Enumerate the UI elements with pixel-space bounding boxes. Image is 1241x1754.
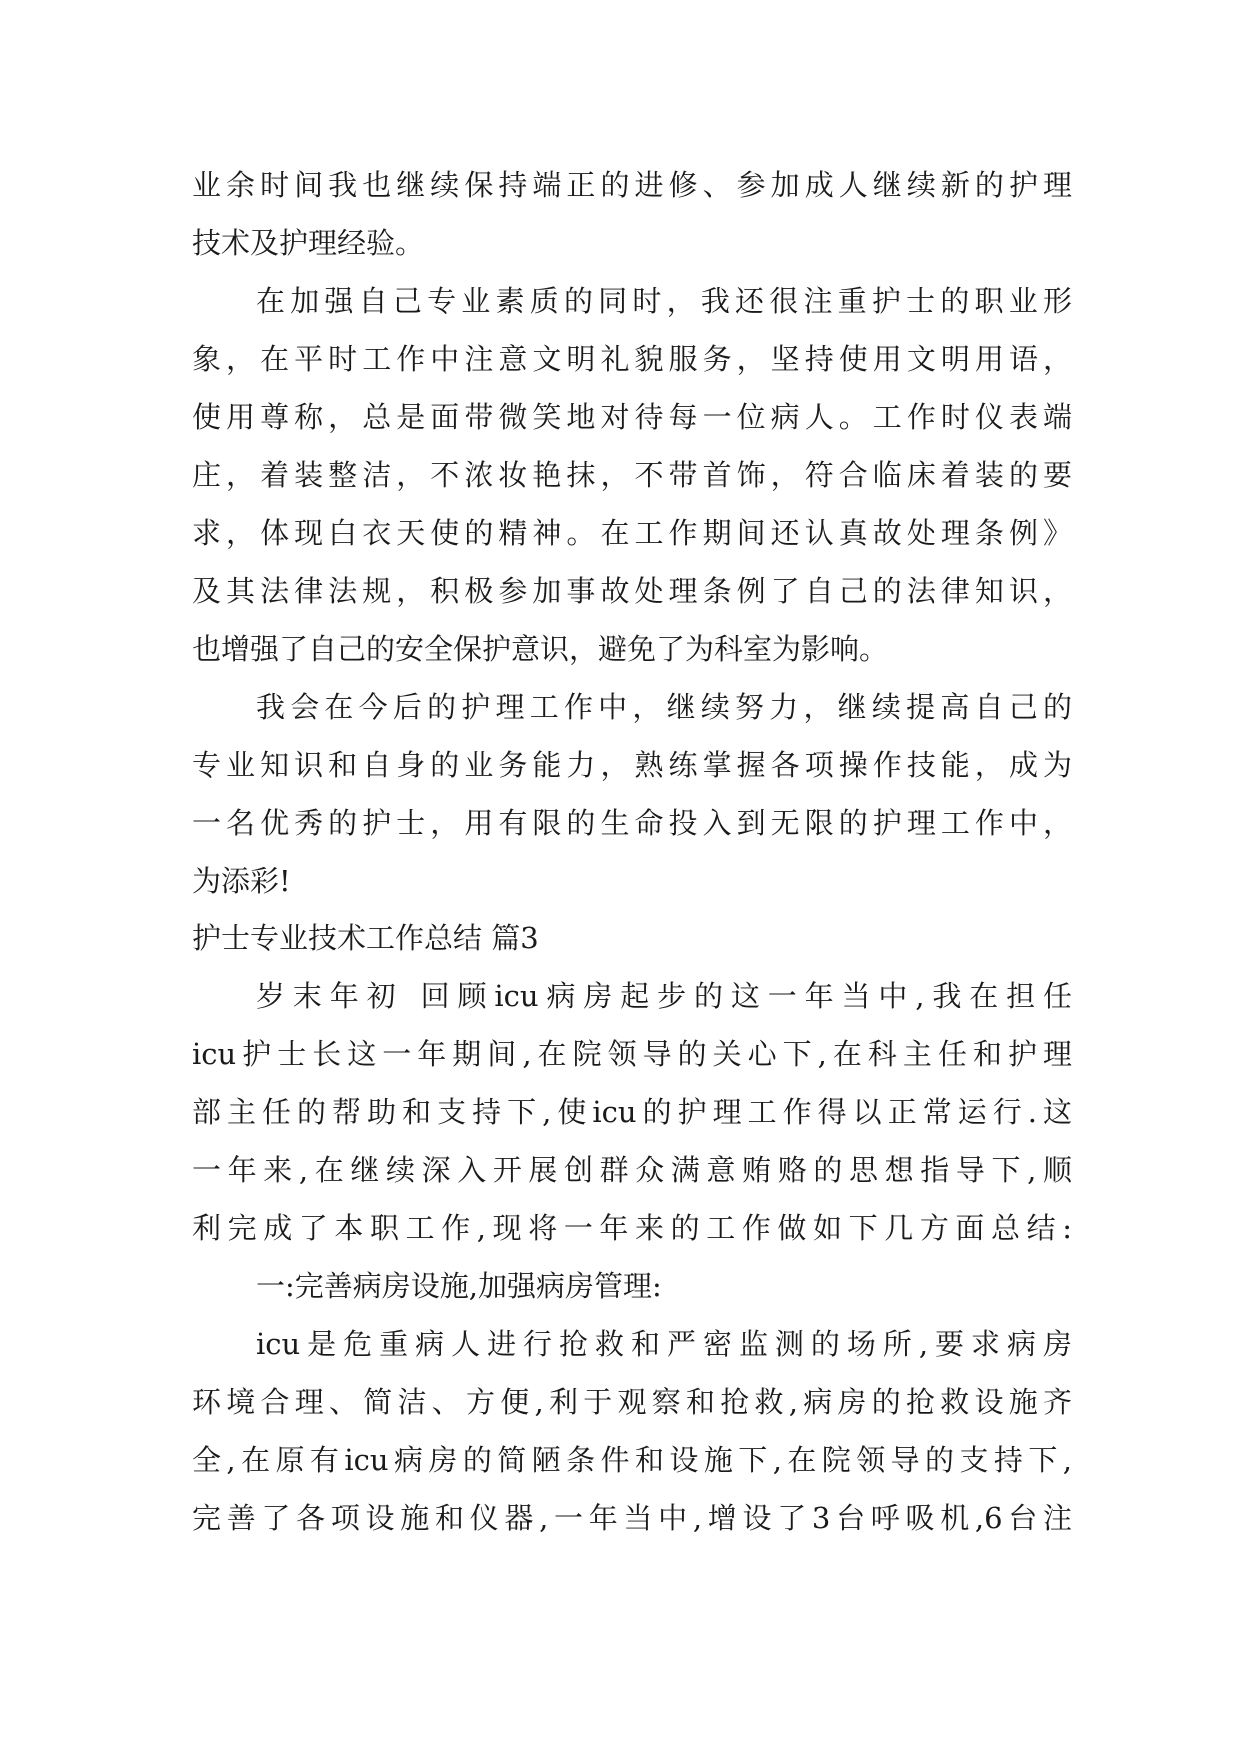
paragraph-line: 一名优秀的护士，用有限的生命投入到无限的护理工作中， xyxy=(192,806,1072,840)
subsection-heading: 一:完善病房设施,加强病房管理: xyxy=(256,1269,662,1303)
paragraph-line: 庄，着装整洁，不浓妆艳抹，不带首饰，符合临床着装的要 xyxy=(192,458,1072,492)
paragraph-line: 业余时间我也继续保持端正的进修、参加成人继续新的护理 xyxy=(192,168,1072,202)
paragraph-line: 象，在平时工作中注意文明礼貌服务，坚持使用文明用语， xyxy=(192,342,1072,376)
paragraph-line: 一年来,在继续深入开展创群众满意贿赂的思想指导下,顺 xyxy=(192,1153,1072,1187)
paragraph-line: icu是危重病人进行抢救和严密监测的场所,要求病房 xyxy=(256,1327,1072,1361)
paragraph-line: 利完成了本职工作,现将一年来的工作做如下几方面总结: xyxy=(192,1211,1072,1245)
paragraph-line: 及其法律法规，积极参加事故处理条例了自己的法律知识， xyxy=(192,574,1072,608)
paragraph-line: 也增强了自己的安全保护意识，避免了为科室为影响。 xyxy=(192,632,889,666)
paragraph-line: 技术及护理经验。 xyxy=(192,226,425,260)
paragraph-line: 我会在今后的护理工作中，继续努力，继续提高自己的 xyxy=(256,690,1072,724)
paragraph-line: 为添彩! xyxy=(192,864,291,898)
paragraph-line: 在加强自己专业素质的同时，我还很注重护士的职业形 xyxy=(256,284,1072,318)
paragraph-line: 环境合理、简洁、方便,利于观察和抢救,病房的抢救设施齐 xyxy=(192,1385,1072,1419)
paragraph-line: 求，体现白衣天使的精神。在工作期间还认真故处理条例》 xyxy=(192,516,1072,550)
paragraph-line: 部主任的帮助和支持下,使icu的护理工作得以正常运行.这 xyxy=(192,1095,1072,1129)
paragraph-line: icu护士长这一年期间,在院领导的关心下,在科主任和护理 xyxy=(192,1037,1072,1071)
paragraph-line: 使用尊称，总是面带微笑地对待每一位病人。工作时仪表端 xyxy=(192,400,1072,434)
paragraph-line: 完善了各项设施和仪器,一年当中,增设了3台呼吸机,6台注 xyxy=(192,1501,1072,1535)
paragraph-line: 专业知识和自身的业务能力，熟练掌握各项操作技能，成为 xyxy=(192,748,1072,782)
paragraph-line: 全,在原有icu病房的简陋条件和设施下,在院领导的支持下, xyxy=(192,1443,1072,1477)
paragraph-line: 岁末年初 回顾icu病房起步的这一年当中,我在担任 xyxy=(256,979,1072,1013)
section-heading: 护士专业技术工作总结 篇3 xyxy=(192,921,539,955)
